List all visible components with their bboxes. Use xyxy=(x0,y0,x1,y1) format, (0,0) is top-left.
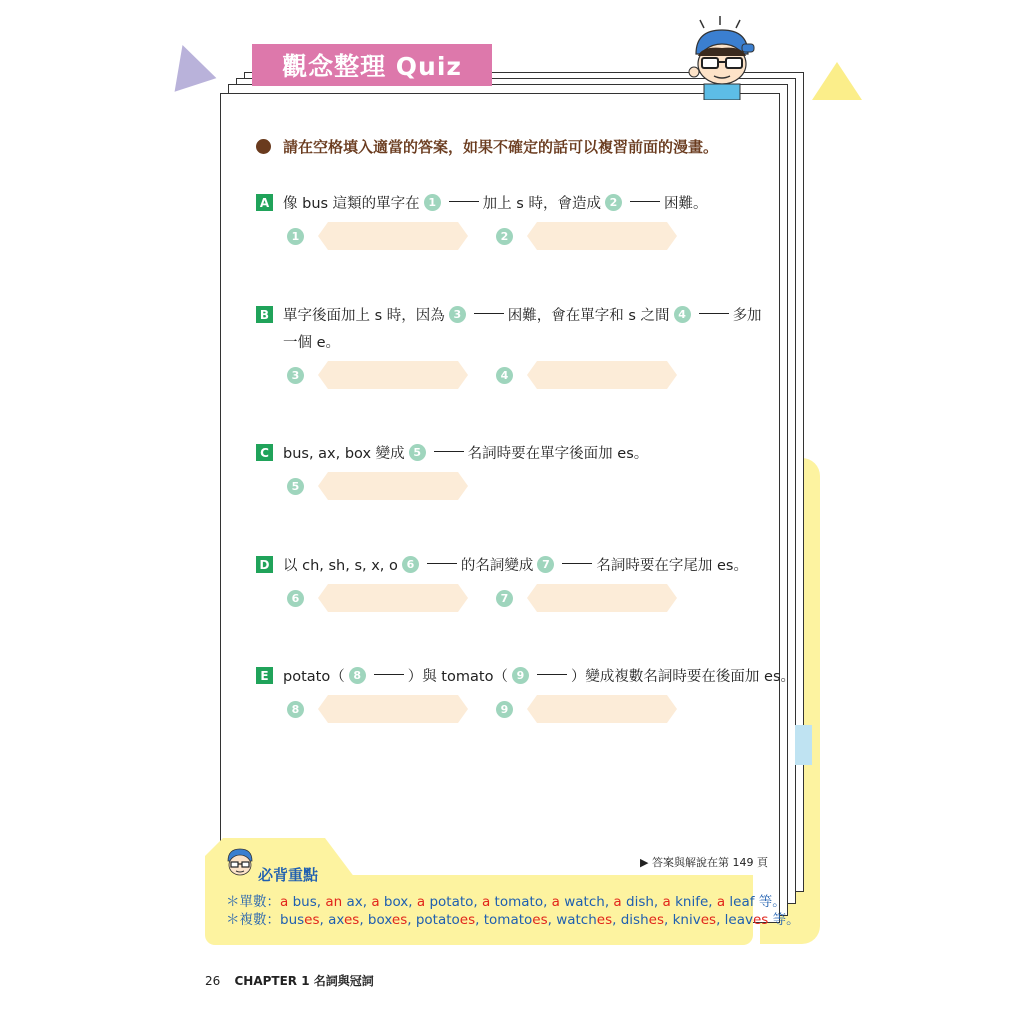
blank-number: 8 xyxy=(349,667,366,684)
blank-number: 5 xyxy=(409,444,426,461)
singular-line xyxy=(226,890,786,910)
separator-text: , xyxy=(319,912,329,928)
blank-line xyxy=(449,201,479,202)
article-highlight: a xyxy=(481,894,491,910)
question-text: 像 bus 這類的單字在 xyxy=(283,196,420,212)
question-text: bus, ax, box 變成 xyxy=(283,446,405,462)
question-text: 單字後面加上 s 時，因為 xyxy=(283,308,445,324)
noun-stem: leav xyxy=(724,912,753,928)
question-letter: A xyxy=(256,194,273,211)
noun-stem: tomato xyxy=(483,912,533,928)
blank-number: 9 xyxy=(512,667,529,684)
answer-number: 4 xyxy=(496,367,513,384)
suffix-highlight: es xyxy=(532,912,548,928)
question-text: 名詞時要在字尾加 es。 xyxy=(596,558,748,574)
answer-box[interactable] xyxy=(318,361,468,389)
question-text: 多加 xyxy=(732,308,762,324)
article-highlight: a xyxy=(551,894,560,910)
noun-stem: ax xyxy=(328,912,344,928)
noun-text: ax, xyxy=(342,894,372,910)
answer-slot[interactable] xyxy=(492,222,677,250)
question-text: 名詞時要在單字後面加 es。 xyxy=(467,446,649,462)
page-number: 26 xyxy=(205,974,221,988)
noun-text: box, xyxy=(379,894,417,910)
blank-line xyxy=(562,563,592,564)
question-text: 以 ch, sh, s, x, o xyxy=(283,558,398,574)
suffix-highlight: es xyxy=(391,912,408,928)
answer-number: 3 xyxy=(287,367,304,384)
article-highlight: a xyxy=(716,894,726,910)
answer-number: 1 xyxy=(287,228,304,245)
noun-stem: box xyxy=(367,912,392,928)
question-e xyxy=(256,665,795,686)
answer-slot[interactable] xyxy=(492,695,677,723)
noun-stem: watch xyxy=(556,912,597,928)
answer-box[interactable] xyxy=(527,361,677,389)
noun-stem: bus xyxy=(280,912,305,928)
separator-text: , xyxy=(475,912,484,928)
suffix-highlight: es xyxy=(752,912,769,928)
article-highlight: an xyxy=(325,894,343,910)
answer-number: 7 xyxy=(496,590,513,607)
question-a xyxy=(256,192,707,213)
answer-slot[interactable] xyxy=(283,472,468,500)
blank-number: 6 xyxy=(402,556,419,573)
answer-slot[interactable] xyxy=(283,222,468,250)
suffix-highlight: es xyxy=(304,912,320,928)
answer-number: 2 xyxy=(496,228,513,245)
answer-box[interactable] xyxy=(318,222,468,250)
suffix-highlight: es xyxy=(459,912,476,928)
suffix-highlight: es xyxy=(343,912,360,928)
plural-label: ＊複數： xyxy=(226,912,280,928)
answer-box[interactable] xyxy=(527,222,677,250)
answer-box[interactable] xyxy=(318,695,468,723)
instruction-text: 請在空格填入適當的答案，如果不確定的話可以複習前面的漫畫。 xyxy=(283,138,719,156)
mascot-face-icon xyxy=(224,845,256,879)
answer-slot[interactable] xyxy=(283,361,468,389)
suffix-highlight: es xyxy=(700,912,717,928)
mascot-boy-icon xyxy=(682,14,758,100)
noun-stem: kniv xyxy=(672,912,701,928)
answer-box[interactable] xyxy=(527,584,677,612)
question-text: ）變成複數名詞時要在後面加 es。 xyxy=(570,669,796,685)
question-text: 的名詞變成 xyxy=(460,558,534,574)
singular-label: ＊單數： xyxy=(226,894,280,910)
page-title: 觀念整理 Quiz xyxy=(252,44,492,86)
answer-reference: ▶ 答案與解說在第 149 頁 xyxy=(640,856,768,869)
blank-line xyxy=(699,313,729,314)
article-highlight: a xyxy=(280,894,289,910)
question-text: 加上 s 時，會造成 xyxy=(482,196,601,212)
purple-triangle-decoration xyxy=(162,38,217,92)
separator-text: 等。 xyxy=(768,912,800,928)
answer-slot[interactable] xyxy=(492,584,677,612)
question-letter: C xyxy=(256,444,273,461)
answer-slot[interactable] xyxy=(283,584,468,612)
separator-text: , xyxy=(359,912,368,928)
noun-stem: dish xyxy=(620,912,649,928)
answer-slot[interactable] xyxy=(283,695,468,723)
yellow-triangle-decoration xyxy=(812,62,862,100)
answer-number: 6 xyxy=(287,590,304,607)
question-letter: D xyxy=(256,556,273,573)
noun-text: watch, xyxy=(559,894,614,910)
blank-number: 2 xyxy=(605,194,622,211)
question-letter: B xyxy=(256,306,273,323)
noun-text: dish, xyxy=(621,894,663,910)
blank-line xyxy=(537,674,567,675)
answer-number: 5 xyxy=(287,478,304,495)
blank-line xyxy=(427,563,457,564)
suffix-highlight: es xyxy=(648,912,664,928)
noun-text: bus, xyxy=(288,894,326,910)
answer-box[interactable] xyxy=(318,472,468,500)
question-d xyxy=(256,554,748,575)
answer-box[interactable] xyxy=(527,695,677,723)
separator-text: , xyxy=(547,912,557,928)
question-b xyxy=(256,304,762,325)
question-text: potato（ xyxy=(283,669,345,685)
quiz-page xyxy=(220,93,780,923)
noun-text: knife, xyxy=(670,894,717,910)
article-highlight: a xyxy=(371,894,380,910)
separator-text: , xyxy=(716,912,725,928)
answer-box[interactable] xyxy=(318,584,468,612)
page-footer xyxy=(205,972,374,989)
answer-number: 9 xyxy=(496,701,513,718)
separator-text: , xyxy=(612,912,621,928)
blank-number: 3 xyxy=(449,306,466,323)
instruction xyxy=(256,136,718,157)
blank-line xyxy=(474,313,504,314)
blank-line xyxy=(374,674,404,675)
article-highlight: a xyxy=(416,894,426,910)
question-text-continued: 一個 e。 xyxy=(283,335,341,351)
answer-number: 8 xyxy=(287,701,304,718)
blank-number: 7 xyxy=(537,556,554,573)
question-c xyxy=(256,442,648,463)
separator-text: , xyxy=(407,912,416,928)
blank-line xyxy=(630,201,660,202)
suffix-highlight: es xyxy=(596,912,613,928)
bullet-icon xyxy=(256,139,271,154)
noun-text: leaf 等。 xyxy=(725,894,786,910)
key-points-title: 必背重點 xyxy=(258,866,319,884)
noun-text: potato, xyxy=(425,894,482,910)
article-highlight: a xyxy=(613,894,622,910)
noun-stem: potato xyxy=(415,912,460,928)
blue-page-tab xyxy=(795,725,812,765)
question-text: 困難，會在單字和 s 之間 xyxy=(507,308,670,324)
question-text: ）與 tomato（ xyxy=(407,669,508,685)
chapter-label: CHAPTER 1 名詞與冠詞 xyxy=(234,974,374,988)
question-letter: E xyxy=(256,667,273,684)
question-text: 困難。 xyxy=(663,196,708,212)
article-highlight: a xyxy=(662,894,671,910)
answer-slot[interactable] xyxy=(492,361,677,389)
blank-number: 4 xyxy=(674,306,691,323)
noun-text: tomato, xyxy=(490,894,552,910)
plural-line xyxy=(226,908,800,928)
blank-line xyxy=(434,451,464,452)
blank-number: 1 xyxy=(424,194,441,211)
separator-text: , xyxy=(664,912,673,928)
